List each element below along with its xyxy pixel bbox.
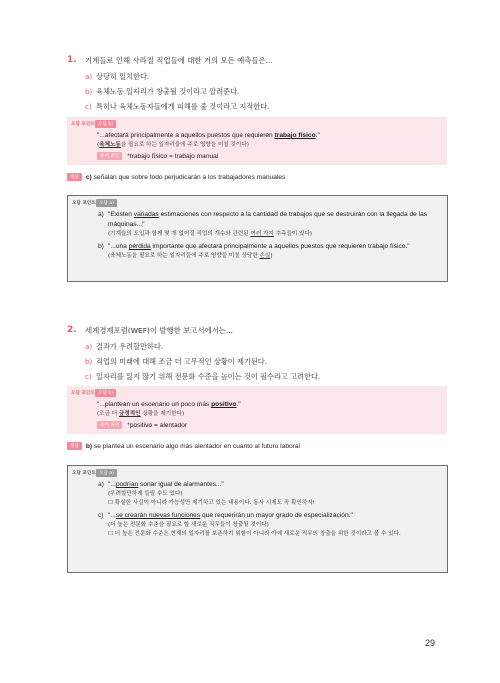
es-text: sonar igual de alarmantes..." <box>138 481 224 488</box>
option-text: 특히나 육체노동자들에게 피해를 줄 것이라고 지적한다. <box>96 102 270 111</box>
kr-text: ( <box>97 142 100 148</box>
option-c <box>85 371 447 383</box>
explanation-box-1 <box>67 195 448 282</box>
answer-sentence: señalan que sobre todo perjudicarán a los trabajadores manuales <box>93 173 286 181</box>
es-text: "...una <box>108 243 129 250</box>
option-letter: b) <box>85 357 93 366</box>
es-text: "Existen <box>108 211 134 218</box>
answer-letter: b) <box>85 442 93 450</box>
hint-pill: 오답 b) <box>95 389 116 397</box>
question-number: 2. <box>67 325 77 335</box>
option-text: 상당히 일치한다. <box>96 72 150 81</box>
es-underlined: variadas <box>133 211 159 218</box>
item-spanish <box>108 511 441 521</box>
explanation-item <box>98 480 441 508</box>
option-a <box>85 71 447 83</box>
item-mark: c) <box>98 512 104 519</box>
option-text: 직업의 미래에 대해 조금 더 고무적인 상황이 제기된다. <box>96 357 268 366</box>
vocab-text: *positivo = alentador <box>127 421 188 429</box>
question-text: 기계들로 인해 사라질 직업들에 대한 거의 모든 예측들은... <box>85 56 273 65</box>
item-spanish <box>108 210 441 230</box>
item-mark: b) <box>98 243 104 250</box>
hint-tag: 오답 포인트 <box>71 122 95 127</box>
question-text: 세계경제포럼(WEF)이 발행한 보고서에서는... <box>85 326 233 335</box>
question-1 <box>67 55 447 116</box>
vocab-text: *trabajo físico = trabajo manual <box>127 152 219 160</box>
item-spanish <box>108 242 441 252</box>
option-letter: c) <box>85 372 92 381</box>
es-underlined: podrían <box>115 481 139 488</box>
item-korean: (우려할만하게 들릴 수도 있다) <box>108 491 183 497</box>
option-b <box>85 86 447 98</box>
explanation-pill: 오답 a) <box>96 199 117 207</box>
question-2-head <box>67 325 447 336</box>
es-text: que requerirán un mayor grado de especialización." <box>200 512 353 519</box>
explanation-box-2 <box>67 465 448 573</box>
option-c <box>85 101 447 113</box>
kr-text: 을 필요로 하는 일자리들에 주로 영향을 미칠 것이다) <box>120 142 249 148</box>
vocab-row <box>97 152 443 160</box>
item-korean <box>108 230 441 239</box>
option-text: 결과가 우려할만하다. <box>96 342 164 351</box>
question-number: 1. <box>67 55 77 65</box>
hint-pill: 오답 b) <box>95 120 116 128</box>
option-letter: a) <box>85 342 93 351</box>
option-letter: b) <box>85 87 93 96</box>
hint-quote <box>97 400 443 410</box>
answer-text <box>86 443 300 450</box>
option-text: 육체노동 일자리가 창출될 것이라고 알려준다. <box>96 87 240 96</box>
item-korean-note: ☐ 더 높은 전문화 수준은 현재의 일자리를 보존하기 위함이 아니라 아예 새로운 직무의 창출을 위한 것이라고 볼 수 있다. <box>108 531 401 537</box>
item-korean: (더 높은 전문화 수준을 필요로 할 새로운 직무들이 창출될 것이다) <box>108 522 269 528</box>
hint-quote <box>97 131 443 141</box>
question-1-head <box>67 55 447 66</box>
kr-text: (기계들의 도입과 함께 몇 개 없어질 직업의 개수와 관련된 <box>108 231 251 237</box>
es-text: estimaciones con respecto a la cantidad de trabajos que se destruirán con la llegada de las máquinas..." <box>108 211 428 228</box>
item-korean-note: ☐ 확실한 사실이 아니라 가능성만 제기하고 있는 내용이다. 동사 시제도 꼭 확인하자! <box>108 500 315 506</box>
options-list <box>85 341 447 383</box>
es-text: importante que afectará principalmente a aquellos puestos que requieren trabajo físico." <box>150 243 410 250</box>
question-2 <box>67 325 447 386</box>
explanation-item <box>98 242 441 261</box>
option-a <box>85 341 447 353</box>
kr-text: 추측들이 있다) <box>273 231 313 237</box>
option-letter: a) <box>85 72 93 81</box>
kr-text: 상황을 제기한다) <box>140 411 185 417</box>
es-text: "... <box>108 512 116 519</box>
explanation-item <box>98 511 441 539</box>
answer-pill: 정답 <box>67 442 82 450</box>
vocab-pill: 용어 파악 <box>97 152 122 160</box>
item-mark: a) <box>98 481 104 488</box>
vocab-pill: 용어 파악 <box>97 421 122 429</box>
kr-keyword: 긍정적인 <box>118 411 141 417</box>
answer-sentence: se plantea un escenario algo más alentador en cuanto al futuro laboral <box>93 442 300 450</box>
kr-underlined: 여러 가지 <box>250 231 274 237</box>
hint-tag: 오답 포인트 <box>71 391 95 396</box>
quote-keyword: trabajo físico <box>274 132 316 139</box>
option-text: 일자리를 잃지 않기 위해 전문화 수준을 높이는 것이 필수라고 고려한다. <box>96 372 321 381</box>
quote-text: ." <box>236 401 241 408</box>
option-b <box>85 356 447 368</box>
item-mark: a) <box>98 211 104 218</box>
kr-text: (조금 더 <box>97 411 119 417</box>
explanation-pill: 오답 a) <box>96 469 117 477</box>
kr-text: ) <box>270 253 273 259</box>
es-text: "... <box>108 481 116 488</box>
vocab-row <box>97 421 443 429</box>
hint-box-1 <box>67 117 447 165</box>
answer-pill: 정답 <box>67 173 82 181</box>
kr-keyword: 육체노동 <box>99 142 121 148</box>
explanation-tag: 오답 포인트 <box>72 201 96 206</box>
kr-underlined: 손실 <box>259 253 271 259</box>
explanation-tag: 오답 포인트 <box>72 471 96 476</box>
quote-keyword: positivo <box>211 401 237 408</box>
hint-translation <box>97 410 443 419</box>
options-list <box>85 71 447 113</box>
answer-2 <box>67 442 300 450</box>
hint-translation <box>97 141 443 150</box>
quote-text: "...afectará principalmente a aquellos puestos que requieren <box>97 132 275 139</box>
es-underlined: se crearán nuevas funciones <box>115 512 201 519</box>
answer-letter: c) <box>85 173 92 181</box>
item-spanish <box>108 480 441 490</box>
answer-text <box>86 174 285 181</box>
quote-text: "...plantean un escenario un poco más <box>97 401 212 408</box>
item-korean <box>108 252 441 261</box>
option-letter: c) <box>85 102 92 111</box>
answer-1 <box>67 173 285 181</box>
kr-text: (육체노동을 필요로 하는 일자리들에 주로 영향을 미칠 상당한 <box>108 253 260 259</box>
explanation-item <box>98 210 441 239</box>
page-number: 29 <box>425 638 436 648</box>
es-underlined: pérdida <box>128 243 151 250</box>
quote-text: ." <box>315 132 320 139</box>
hint-box-2 <box>67 386 447 434</box>
